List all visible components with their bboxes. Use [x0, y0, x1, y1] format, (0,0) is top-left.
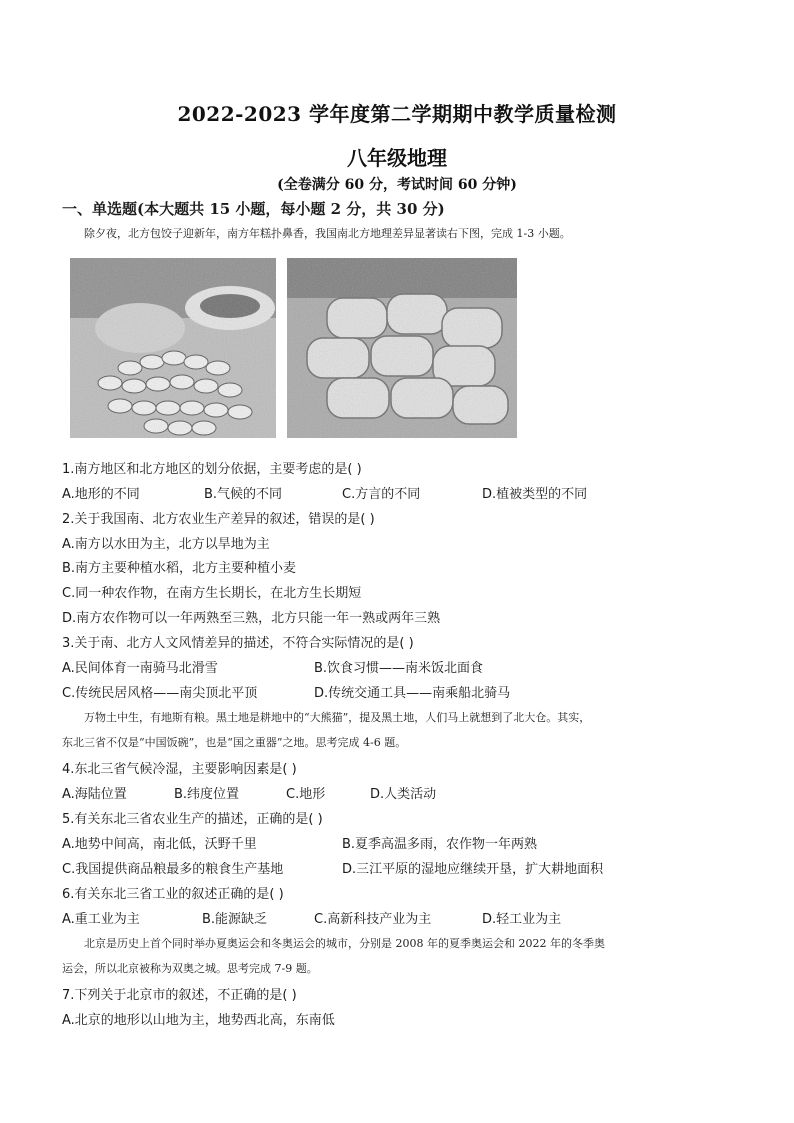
q6-option-a[interactable]: A.重工业为主	[62, 912, 140, 927]
q6-option-d[interactable]: D.轻工业为主	[482, 912, 562, 927]
q4-option-b[interactable]: B.纬度位置	[174, 787, 240, 802]
q5-option-c[interactable]: C.我国提供商品粮最多的粮食生产基地	[62, 862, 284, 877]
question-7-stem: 7.下列关于北京市的叙述，不正确的是( )	[62, 988, 297, 1003]
photo-dumplings-icon	[70, 258, 276, 438]
intro-passage-2-line2: 东北三省不仅是“中国饭碗”，也是“国之重器”之地。思考完成 4-6 题。	[62, 736, 407, 749]
q1-option-c[interactable]: C.方言的不同	[342, 487, 421, 502]
photo-rice-cakes-icon	[287, 258, 517, 438]
q1-option-a[interactable]: A.地形的不同	[62, 487, 140, 502]
q6-option-b[interactable]: B.能源缺乏	[202, 912, 268, 927]
intro-passage-3-line1: 北京是历史上首个同时举办夏奥运会和冬奥运会的城市，分别是 2008 年的夏季奥运会和 2022 年的冬季奥	[84, 937, 605, 950]
q3-option-a[interactable]: A.民间体育一南骑马北滑雪	[62, 661, 218, 676]
intro-passage-2-line1: 万物土中生，有地斯有粮。黑土地是耕地中的“大熊猫”，提及黑土地，人们马上就想到了北大仓。其实，	[84, 711, 591, 724]
q7-option-a[interactable]: A.北京的地形以山地为主，地势西北高，东南低	[62, 1013, 335, 1028]
q1-option-d[interactable]: D.植被类型的不同	[482, 487, 588, 502]
question-5-stem: 5.有关东北三省农业生产的描述，正确的是( )	[62, 812, 323, 827]
question-4-stem: 4.东北三省气候冷湿，主要影响因素是( )	[62, 762, 297, 777]
q6-option-c[interactable]: C.高新科技产业为主	[314, 912, 432, 927]
q3-option-b[interactable]: B.饮食习惯——南米饭北面食	[314, 661, 484, 676]
q2-option-b[interactable]: B.南方主要种植水稻，北方主要种植小麦	[62, 561, 297, 576]
section-heading: 一、单选题(本大题共 15 小题，每小题 2 分，共 30 分)	[62, 200, 445, 218]
intro-passage-3-line2: 运会，所以北京被称为双奥之城。思考完成 7-9 题。	[62, 962, 318, 975]
q4-option-c[interactable]: C.地形	[286, 787, 326, 802]
q4-option-d[interactable]: D.人类活动	[370, 787, 437, 802]
exam-title: 2022-2023 学年度第二学期期中教学质量检测	[177, 102, 617, 126]
question-3-stem: 3.关于南、北方人文风情差异的描述，不符合实际情况的是( )	[62, 636, 414, 651]
q5-option-a[interactable]: A.地势中间高，南北低，沃野千里	[62, 837, 257, 852]
question-2-stem: 2.关于我国南、北方农业生产差异的叙述，错误的是( )	[62, 512, 375, 527]
q4-option-a[interactable]: A.海陆位置	[62, 787, 127, 802]
q2-option-a[interactable]: A.南方以水田为主，北方以旱地为主	[62, 537, 270, 552]
q2-option-d[interactable]: D.南方农作物可以一年两熟至三熟，北方只能一年一熟或两年三熟	[62, 611, 441, 626]
q3-option-d[interactable]: D.传统交通工具——南乘船北骑马	[314, 686, 511, 701]
question-6-stem: 6.有关东北三省工业的叙述正确的是( )	[62, 887, 284, 902]
question-1-stem: 1.南方地区和北方地区的划分依据，主要考虑的是( )	[62, 462, 362, 477]
q5-option-d[interactable]: D.三江平原的湿地应继续开垦，扩大耕地面积	[342, 862, 604, 877]
q5-option-b[interactable]: B.夏季高温多雨，农作物一年两熟	[342, 837, 538, 852]
q2-option-c[interactable]: C.同一种农作物，在南方生长期长，在北方生长期短	[62, 586, 362, 601]
q3-option-c[interactable]: C.传统民居风格——南尖顶北平顶	[62, 686, 258, 701]
exam-note: (全卷满分 60 分，考试时间 60 分钟)	[277, 177, 517, 193]
exam-subject: 八年级地理	[347, 146, 447, 170]
q1-option-b[interactable]: B.气候的不同	[204, 487, 283, 502]
intro-passage-1: 除夕夜，北方包饺子迎新年，南方年糕扑鼻香，我国南北方地理差异显著读右下图，完成 1-3 小题。	[84, 227, 571, 240]
